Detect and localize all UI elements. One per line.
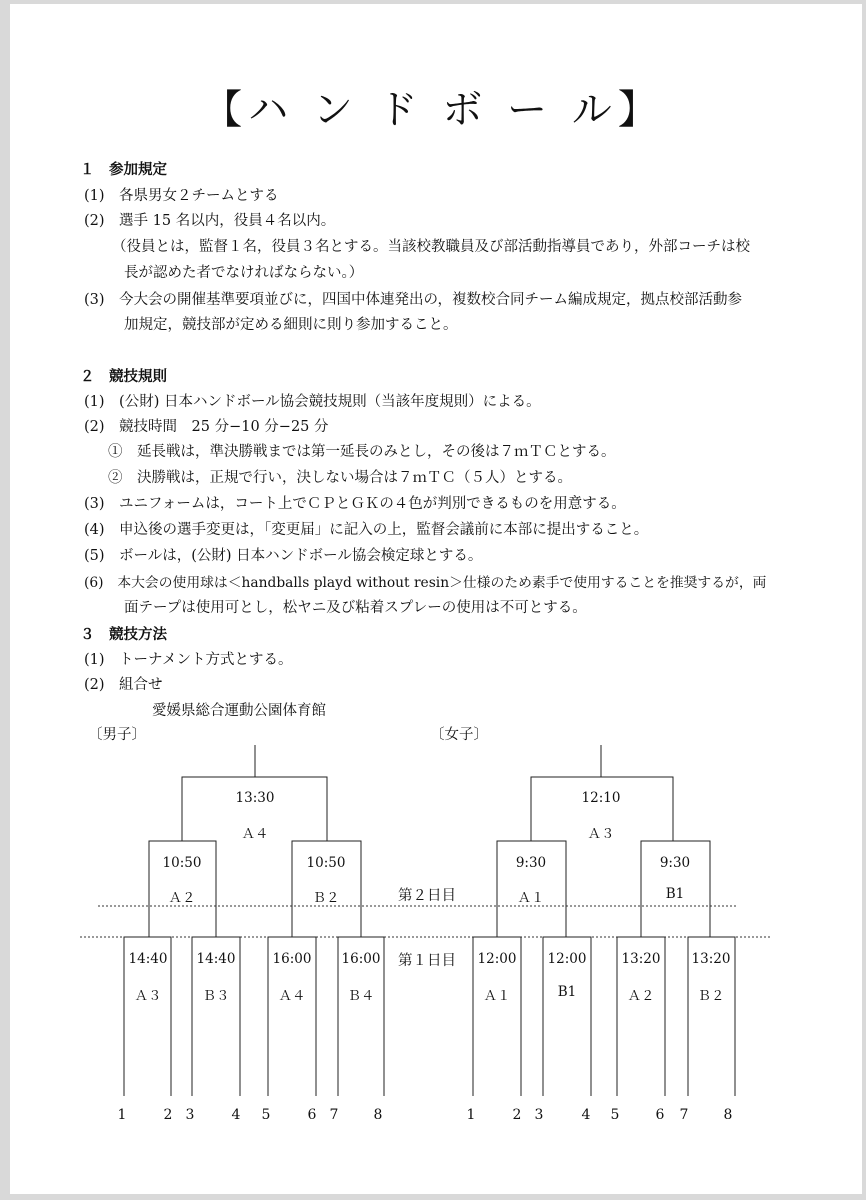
- girls-slot-8: 8: [723, 1107, 733, 1123]
- section-2-line-2: (2) 競技時間 25 分−10 分−25 分: [84, 419, 329, 435]
- girls-slot-1: 1: [466, 1107, 476, 1123]
- girls-final-code: Ａ３: [587, 826, 615, 842]
- section-3-line-1: (1) トーナメント方式とする。: [84, 652, 293, 668]
- section-1-line-6: 加規定，競技部が定める細則に則り参加すること。: [124, 317, 458, 333]
- venue-name: 愛媛県総合運動公園体育館: [152, 703, 326, 719]
- boys-slot-5: 5: [261, 1107, 271, 1123]
- section-1-line-1: (1) 各県男女２チームとする: [84, 188, 279, 204]
- boys-r1-2-code: Ｂ３: [202, 988, 230, 1004]
- boys-slot-1: 1: [117, 1107, 127, 1123]
- boys-slot-3: 3: [185, 1107, 195, 1123]
- section-3-heading: ３ 競技方法: [80, 627, 167, 643]
- girls-r1-1-time: 12:00: [477, 951, 517, 967]
- boys-r1-4-time: 16:00: [341, 951, 381, 967]
- boys-r1-1-time: 14:40: [128, 951, 168, 967]
- section-2-line-1: (1) (公財) 日本ハンドボール協会競技規則（当該年度規則）による。: [84, 394, 541, 410]
- boys-semi-1-code: Ａ２: [168, 890, 196, 906]
- section-2-line-6: (4) 申込後の選手変更は，「変更届」に記入の上，監督会議前に本部に提出すること。: [84, 522, 649, 538]
- boys-r1-1-code: Ａ３: [134, 988, 162, 1004]
- section-1-line-2: (2) 選手 15 名以内，役員４名以内。: [84, 213, 336, 229]
- girls-r1-4-code: Ｂ２: [697, 988, 725, 1004]
- girls-slot-4: 4: [581, 1107, 591, 1123]
- girls-semi-2-code: B1: [665, 886, 685, 902]
- girls-slot-2: 2: [512, 1107, 522, 1123]
- girls-r1-2-time: 12:00: [547, 951, 587, 967]
- boys-semi-2-time: 10:50: [306, 855, 346, 871]
- girls-r1-2-code: B1: [557, 984, 577, 1000]
- boys-slot-4: 4: [231, 1107, 241, 1123]
- girls-slot-5: 5: [610, 1107, 620, 1123]
- girls-semi-1-time: 9:30: [515, 855, 547, 871]
- girls-slot-3: 3: [534, 1107, 544, 1123]
- girls-r1-4-time: 13:20: [691, 951, 731, 967]
- boys-r1-4-code: Ｂ４: [347, 988, 375, 1004]
- section-2-line-9: 面テープは使用可とし，松ヤニ及び粘着スプレーの使用は不可とする。: [124, 600, 587, 616]
- boys-semi-1-time: 10:50: [162, 855, 202, 871]
- boys-r1-3-time: 16:00: [272, 951, 312, 967]
- day1-label: 第１日目: [398, 953, 456, 969]
- boys-final-code: Ａ４: [241, 826, 269, 842]
- section-2-line-3: ① 延長戦は，準決勝戦までは第一延長のみとし，その後は７ｍＴＣとする。: [108, 444, 616, 460]
- girls-r1-1-code: Ａ１: [483, 988, 511, 1004]
- girls-slot-6: 6: [655, 1107, 665, 1123]
- girls-semi-2-time: 9:30: [659, 855, 691, 871]
- section-1-line-3: （役員とは，監督１名，役員３名とする。当該校教職員及び部活動指導員であり，外部コーチは校: [112, 239, 750, 255]
- boys-slot-7: 7: [329, 1107, 339, 1123]
- section-3-line-2: (2) 組合せ: [84, 677, 163, 693]
- girls-final-time: 12:10: [581, 790, 621, 806]
- boys-slot-2: 2: [163, 1107, 173, 1123]
- boys-semi-2-code: Ｂ２: [312, 890, 340, 906]
- girls-r1-3-code: Ａ２: [627, 988, 655, 1004]
- boys-label: 〔男子〕: [88, 727, 146, 743]
- girls-r1-3-time: 13:20: [621, 951, 661, 967]
- girls-slot-7: 7: [679, 1107, 689, 1123]
- girls-label: 〔女子〕: [430, 727, 488, 743]
- section-1-heading: １ 参加規定: [80, 162, 167, 178]
- section-2-heading: ２ 競技規則: [80, 369, 167, 385]
- boys-slot-6: 6: [307, 1107, 317, 1123]
- section-2-line-7: (5) ボールは，(公財) 日本ハンドボール協会検定球とする。: [84, 548, 483, 564]
- boys-slot-8: 8: [373, 1107, 383, 1123]
- section-2-line-8: (6) 本大会の使用球は＜handballs playd without resin＞仕様のため素手で使用することを推奨するが，両: [84, 575, 767, 591]
- boys-final-time: 13:30: [235, 790, 275, 806]
- section-1-line-5: (3) 今大会の開催基準要項並びに，四国中体連発出の，複数校合同チーム編成規定，拠点校部活動参: [84, 292, 742, 308]
- girls-semi-1-code: Ａ１: [517, 890, 545, 906]
- section-2-line-4: ② 決勝戦は，正規で行い，決しない場合は７ｍＴＣ（５人）とする。: [108, 470, 572, 486]
- page-title: 【ハ ン ド ボ ー ル】: [202, 87, 664, 133]
- section-1-line-4: 長が認めた者でなければならない。）: [124, 265, 364, 281]
- boys-r1-3-code: Ａ４: [278, 988, 306, 1004]
- boys-r1-2-time: 14:40: [196, 951, 236, 967]
- day2-label: 第２日目: [398, 888, 456, 904]
- section-2-line-5: (3) ユニフォームは，コート上でＣＰとＧＫの４色が判別できるものを用意する。: [84, 496, 626, 512]
